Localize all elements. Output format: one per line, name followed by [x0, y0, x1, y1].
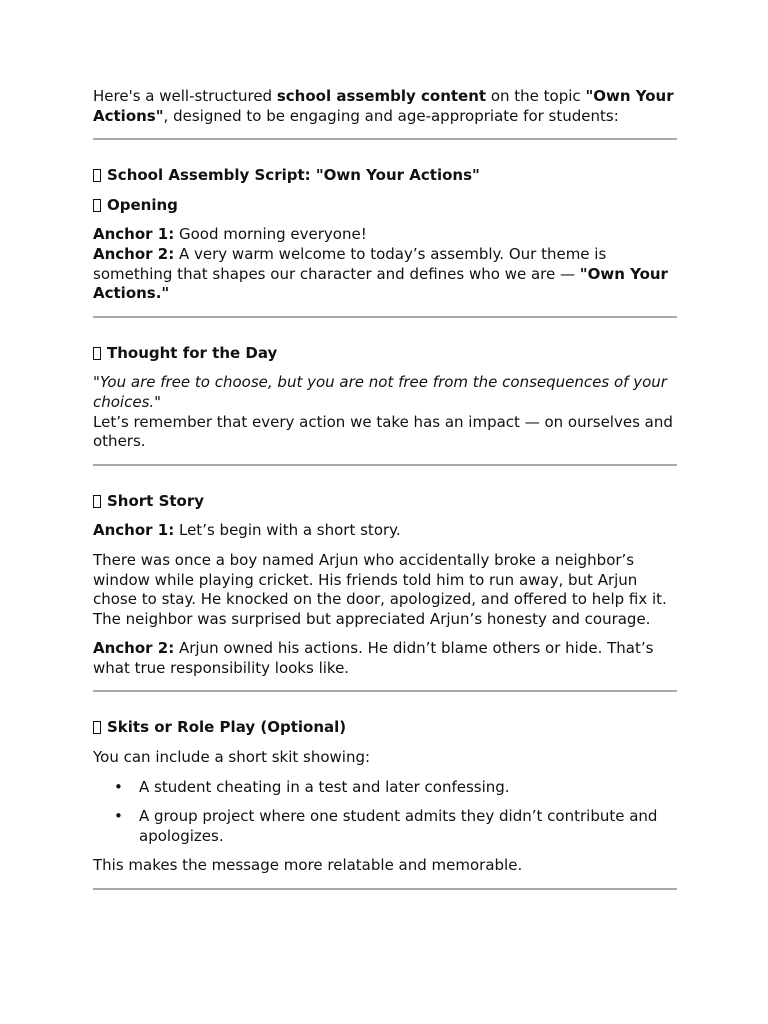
anchor-label: Anchor 2: — [93, 639, 175, 658]
thought-heading-text: Thought for the Day — [107, 343, 278, 362]
quote-mark: " — [154, 392, 162, 411]
thought-text: Let’s remember that every action we take has an impact — on ourselves and others. — [93, 412, 673, 451]
quote-text: You are free to choose, but you are not free from the consequences of your choices. — [93, 373, 667, 411]
document-content — [93, 87, 677, 890]
missing-glyph-icon — [93, 169, 101, 182]
intro-topic: "Own Your Actions" — [93, 87, 674, 125]
anchor-text: A very warm welcome to today’s assembly. Our theme is something that shapes our character and defines who we are — — [93, 244, 607, 283]
divider — [93, 690, 677, 692]
list-item — [93, 807, 677, 846]
missing-glyph-icon — [93, 721, 101, 734]
opening-heading-text: Opening — [107, 195, 178, 214]
intro-text: on the topic — [486, 87, 586, 105]
divider — [93, 888, 677, 890]
thought-quote — [93, 373, 677, 412]
script-title-text: School Assembly Script: "Own Your Actions" — [107, 166, 480, 185]
skit-list — [93, 778, 677, 847]
story-body: There was once a boy named Arjun who accidentally broke a neighbor’s window while playing cricket. His friends told him to run away, but Arjun chose to stay. He knocked on the door, apologized, and offered to help fix it. The neighbor was surprised but appreciated Arjun’s honesty and courage. — [93, 550, 667, 628]
intro-text: , designed to be engaging and age-appropriate for students: — [163, 106, 619, 125]
divider — [93, 464, 677, 466]
quote-mark: " — [93, 373, 100, 392]
list-item-text: A student cheating in a test and later confessing. — [139, 777, 510, 796]
story-heading — [93, 492, 677, 512]
script-title — [93, 166, 677, 186]
skits-lead: You can include a short skit showing: — [93, 748, 371, 767]
anchor-label: Anchor 1: — [93, 225, 175, 244]
anchor-label: Anchor 2: — [93, 244, 175, 263]
intro-bold-text: school assembly content — [276, 87, 487, 105]
list-item — [93, 778, 677, 798]
anchor-text: Arjun owned his actions. He didn’t blame others or hide. That’s what true responsibility looks like. — [93, 639, 654, 677]
anchor-text: Let’s begin with a short story. — [174, 521, 401, 540]
anchor-text: Good morning everyone! — [174, 225, 367, 244]
skits-closing: This makes the message more relatable and memorable. — [93, 856, 523, 875]
divider — [93, 138, 677, 140]
list-item-text: A group project where one student admits they didn’t contribute and apologizes. — [139, 807, 658, 845]
missing-glyph-icon — [93, 495, 101, 508]
thought-heading — [93, 344, 677, 364]
anchor-label: Anchor 1: — [93, 521, 175, 540]
bullet: • — [114, 777, 123, 796]
missing-glyph-icon — [93, 199, 101, 212]
intro-text: Here's a well-structured — [93, 87, 277, 105]
skits-heading-text: Skits or Role Play (Optional) — [107, 718, 347, 737]
story-anchor2-line — [93, 639, 677, 678]
opening-heading — [93, 196, 677, 216]
opening-anchor1-line — [93, 225, 677, 245]
theme-text: "Own Your Actions." — [93, 264, 668, 303]
skits-heading — [93, 718, 677, 738]
intro-paragraph — [93, 87, 677, 126]
bullet: • — [114, 807, 123, 826]
missing-glyph-icon — [93, 347, 101, 360]
story-anchor1-line — [93, 521, 677, 541]
divider — [93, 316, 677, 318]
story-heading-text: Short Story — [107, 491, 205, 510]
opening-anchor2-line — [93, 245, 677, 304]
